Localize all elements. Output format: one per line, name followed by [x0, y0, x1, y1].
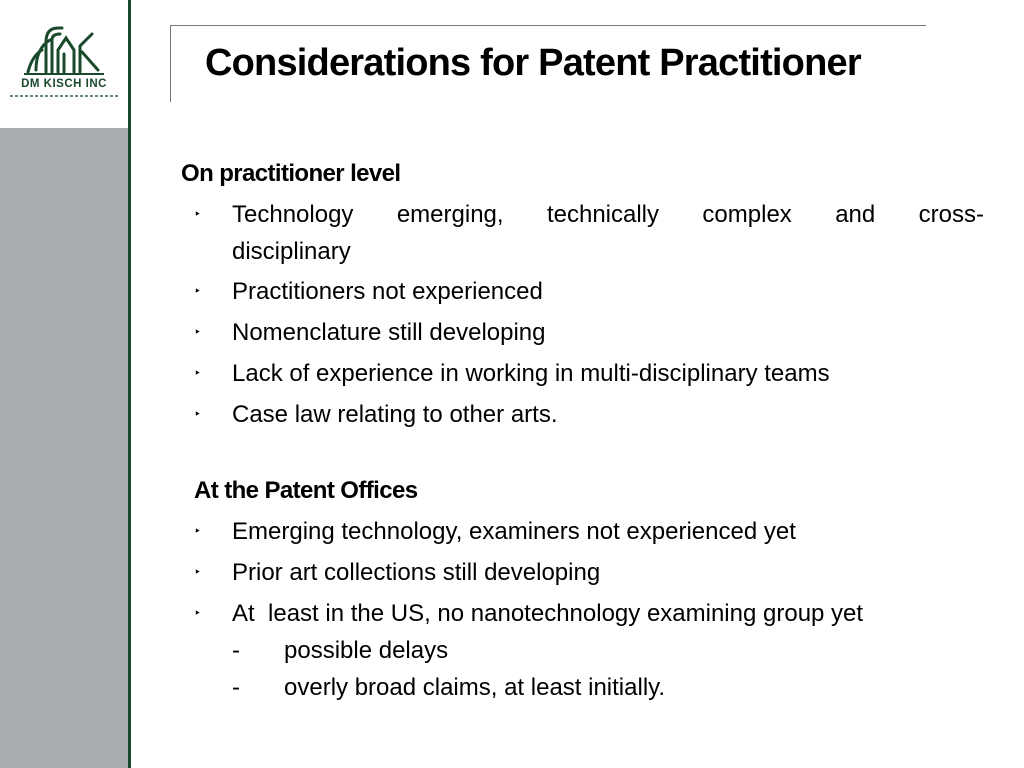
title-frame-vertical-rule [170, 25, 171, 102]
bullet-text: Case law relating to other arts. [232, 401, 558, 428]
bullet-triangle-icon: ‣ [194, 407, 202, 421]
section-heading-practitioner: On practitioner level [181, 160, 401, 187]
title-frame-horizontal-rule [170, 25, 926, 26]
section-heading-patent-offices: At the Patent Offices [194, 477, 418, 504]
sidebar-grey-panel [0, 128, 128, 768]
sub-item-text: possible delays [284, 637, 449, 664]
slide-title: Considerations for Patent Practitioner [205, 42, 861, 84]
bullet-text: Prior art collections still developing [232, 559, 601, 586]
bullet-text: Lack of experience in working in multi-disciplinary teams [232, 360, 830, 387]
logo-tagline-decoration [10, 95, 118, 97]
bullet-triangle-icon: ‣ [194, 524, 202, 538]
sub-item-dash: - [232, 637, 240, 664]
sub-item-dash: - [232, 674, 240, 701]
bullet-text: Emerging technology, examiners not experienced yet [232, 518, 796, 545]
bullet-triangle-icon: ‣ [194, 325, 202, 339]
bullet-text: Technology emerging, technically complex and cross- [232, 201, 984, 228]
bullet-text-continuation: disciplinary [232, 238, 351, 265]
bullet-triangle-icon: ‣ [194, 284, 202, 298]
bullet-triangle-icon: ‣ [194, 565, 202, 579]
logo-text: DM KISCH INC [21, 78, 107, 90]
bullet-triangle-icon: ‣ [194, 207, 202, 221]
sidebar-divider [128, 0, 131, 768]
bullet-text: Nomenclature still developing [232, 319, 546, 346]
sub-item-text: overly broad claims, at least initially. [284, 674, 666, 701]
bullet-triangle-icon: ‣ [194, 606, 202, 620]
sidebar [0, 0, 131, 768]
logo-mark-icon [6, 20, 122, 78]
bullet-text: At least in the US, no nanotechnology examining group yet [232, 600, 864, 627]
company-logo [6, 20, 122, 100]
bullet-text: Practitioners not experienced [232, 278, 543, 305]
bullet-triangle-icon: ‣ [194, 366, 202, 380]
